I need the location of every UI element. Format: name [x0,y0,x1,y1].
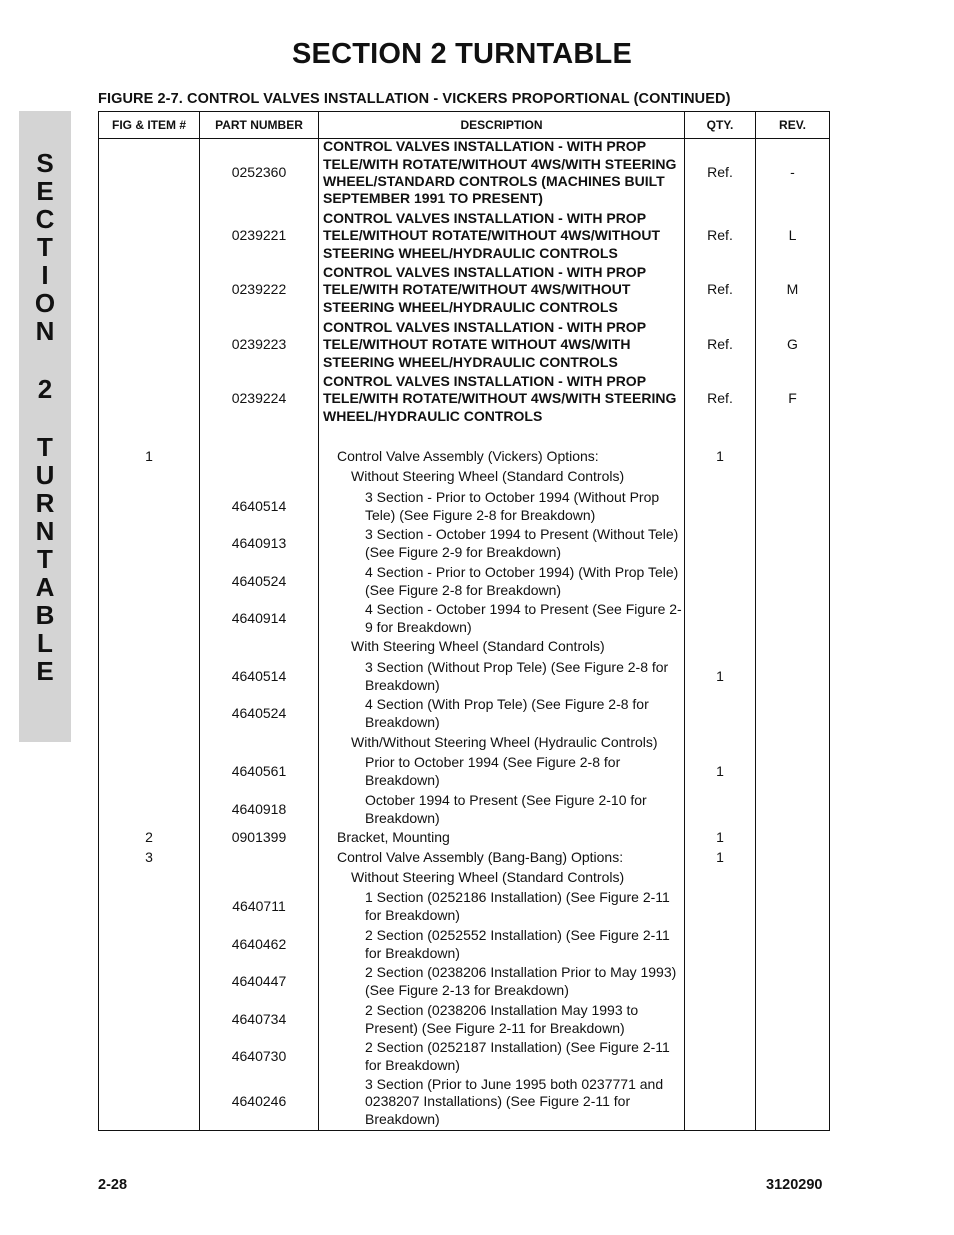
cell-qty [685,869,755,886]
cell-description-text: 3 Section - October 1994 to Present (Without Tele) (See Figure 2-9 for Breakdown) [365,526,679,560]
cell-part-number-text: 4640524 [231,572,287,589]
cell-description-text: 2 Section (0238206 Installation Prior to May 1993) (See Figure 2-13 for Breakdown) [365,964,677,998]
cell-part-number-text: 0901399 [231,828,287,845]
cell-qty [685,1002,755,1037]
cell-part-number-text: 4640447 [231,972,287,989]
cell-fig-item [99,1002,199,1037]
header-fig-item: FIG & ITEM # [111,118,186,132]
cell-qty [685,829,755,846]
cell-qty-text: Ref. [707,281,733,298]
cell-description [323,489,683,524]
cell-rev [756,210,829,262]
cell-rev [756,792,829,827]
cell-description [323,696,683,731]
cell-part-number-text: 4640711 [232,897,286,914]
side-tab-letter: B [35,600,55,630]
cell-qty [685,1039,755,1074]
cell-rev [756,638,829,655]
side-tab-letter: E [36,656,54,686]
table-row [99,659,829,694]
cell-description-text: Control Valve Assembly (Vickers) Options: [337,447,599,464]
cell-description [323,264,683,316]
cell-part-number-text: 4640561 [231,762,287,779]
cell-description [323,1076,683,1128]
cell-part-number-text: 0239221 [231,227,287,244]
table-row [99,526,829,561]
table-row [99,792,829,827]
cell-part-number [200,964,318,999]
cell-description [323,1002,683,1037]
cell-fig-item-text: 3 [145,848,153,865]
cell-qty [685,264,755,316]
table-row [99,373,829,425]
cell-description-text: 2 Section (0252187 Installation) (See Figure 2-11 for Breakdown) [365,1039,670,1073]
cell-description-text: With/Without Steering Wheel (Hydraulic Controls) [351,733,658,750]
cell-part-number [200,564,318,599]
cell-part-number-text: 0239222 [231,281,287,298]
cell-fig-item [99,1039,199,1074]
cell-part-number [200,448,318,465]
side-tab-letter: 2 [37,374,53,404]
cell-qty [685,489,755,524]
cell-rev-text: - [790,164,795,181]
cell-qty [685,696,755,731]
cell-description [323,734,683,751]
cell-description [323,638,683,655]
cell-part-number [200,601,318,636]
side-tab-letter: T [37,544,53,574]
table-row [99,319,829,371]
side-tab-letter: L [37,628,53,658]
cell-description-text: With Steering Wheel (Standard Controls) [351,637,605,654]
cell-description [323,869,683,886]
cell-rev-text: L [788,227,797,244]
cell-qty-text: 1 [716,447,724,464]
cell-rev [756,1076,829,1128]
table-row [99,1076,829,1128]
cell-fig-item [99,489,199,524]
cell-description-text: Without Steering Wheel (Standard Controls) [351,467,625,484]
header-qty: QTY. [706,118,734,132]
cell-rev [756,564,829,599]
cell-description [323,889,683,924]
cell-part-number [200,638,318,655]
cell-rev-text: G [787,336,798,353]
cell-description [323,1039,683,1074]
cell-qty-text: 1 [716,828,724,845]
cell-description-text: 4 Section (With Prop Tele) (See Figure 2-8 for Breakdown) [365,696,649,730]
cell-part-number-text: 4640914 [231,609,287,626]
table-row [99,468,829,485]
side-tab-letter: T [37,432,53,462]
cell-description-text: CONTROL VALVES INSTALLATION - WITH PROP TELE/WITHOUT ROTATE/WITHOUT 4WS/WITHOUT STEERING WHEEL/HYDRAULIC CONTROLS [323,210,660,261]
cell-fig-item [99,601,199,636]
cell-qty [685,638,755,655]
cell-description [323,964,683,999]
cell-part-number-text: 4640462 [231,935,287,952]
document-number: 3120290 [766,1177,823,1193]
cell-qty [685,889,755,924]
cell-fig-item [99,792,199,827]
cell-fig-item [99,696,199,731]
cell-rev [756,264,829,316]
cell-fig-item [99,849,199,866]
cell-part-number-text: 4640730 [231,1047,287,1064]
cell-description [323,210,683,262]
side-tab-letter: T [37,232,53,262]
cell-description [323,138,683,208]
cell-qty [685,373,755,425]
table-row [99,829,829,846]
section-side-tab [19,111,71,742]
cell-qty-text: 1 [716,667,724,684]
cell-fig-item-text: 2 [145,828,153,845]
cell-part-number [200,1076,318,1128]
cell-rev [756,734,829,751]
side-tab-letter: S [36,148,54,178]
cell-rev [756,1039,829,1074]
cell-fig-item [99,927,199,962]
cell-description-text: 3 Section (Without Prop Tele) (See Figure 2-8 for Breakdown) [365,659,669,693]
table-row [99,964,829,999]
table-row [99,638,829,655]
cell-fig-item [99,373,199,425]
cell-rev [756,696,829,731]
table-row [99,754,829,789]
cell-part-number-text: 0239223 [231,336,287,353]
cell-description-text: Control Valve Assembly (Bang-Bang) Options: [337,848,624,865]
table-row [99,889,829,924]
cell-rev [756,319,829,371]
cell-rev [756,1002,829,1037]
cell-fig-item [99,889,199,924]
cell-qty [685,849,755,866]
cell-qty-text: Ref. [707,227,733,244]
cell-part-number [200,138,318,208]
cell-fig-item [99,526,199,561]
cell-part-number-text: 4640524 [231,704,287,721]
cell-rev [756,448,829,465]
table-row [99,448,829,465]
cell-rev [756,829,829,846]
cell-description-text: 4 Section - October 1994 to Present (See Figure 2-9 for Breakdown) [365,601,682,635]
cell-qty-text: Ref. [707,164,733,181]
cell-qty [685,754,755,789]
cell-description-text: 2 Section (0238206 Installation May 1993 to Present) (See Figure 2-11 for Breakdown) [365,1002,639,1036]
cell-rev [756,138,829,208]
cell-description-text: 3 Section - Prior to October 1994 (Without Prop Tele) (See Figure 2-8 for Breakdown) [365,489,660,523]
table-header [99,112,829,139]
cell-rev [756,601,829,636]
cell-part-number [200,1039,318,1074]
cell-description-text: 1 Section (0252186 Installation) (See Figure 2-11 for Breakdown) [365,889,670,923]
cell-fig-item [99,1076,199,1128]
cell-rev [756,373,829,425]
cell-qty-text: 1 [716,762,724,779]
cell-description [323,601,683,636]
cell-part-number [200,526,318,561]
cell-qty-text: 1 [716,848,724,865]
cell-fig-item [99,754,199,789]
cell-part-number-text: 4640918 [231,800,287,817]
cell-fig-item [99,869,199,886]
cell-qty [685,448,755,465]
cell-qty [685,734,755,751]
side-tab-letter: C [35,204,55,234]
cell-qty [685,138,755,208]
table-row [99,696,829,731]
cell-rev [756,659,829,694]
cell-description [323,754,683,789]
cell-rev-text: M [786,281,799,298]
cell-description-text: 3 Section (Prior to June 1995 both 0237771 and 0238207 Installations) (See Figure 2-11 for Breakdown) [365,1076,664,1127]
cell-fig-item [99,264,199,316]
cell-qty [685,964,755,999]
side-tab-letter: N [35,516,55,546]
cell-description [323,448,683,465]
cell-description [323,849,683,866]
table-row [99,264,829,316]
cell-rev [756,526,829,561]
side-tab-letter: N [35,316,55,346]
cell-description [323,468,683,485]
cell-part-number [200,1002,318,1037]
side-tab-letter: O [34,288,56,318]
cell-description-text: 4 Section - Prior to October 1994) (With Prop Tele) (See Figure 2-8 for Breakdown) [365,564,679,598]
cell-fig-item [99,659,199,694]
side-tab-letter: R [35,488,55,518]
cell-description-text: CONTROL VALVES INSTALLATION - WITH PROP TELE/WITH ROTATE/WITHOUT 4WS/WITHOUT STEERING WHEEL/HYDRAULIC CONTROLS [323,264,646,315]
cell-fig-item [99,564,199,599]
cell-description [323,927,683,962]
header-part-number: PART NUMBER [215,118,303,132]
cell-fig-item [99,734,199,751]
page-title: SECTION 2 TURNTABLE [292,38,632,70]
cell-fig-item [99,210,199,262]
cell-qty [685,564,755,599]
cell-rev [756,869,829,886]
cell-fig-item [99,319,199,371]
cell-part-number [200,889,318,924]
side-tab-letter: U [35,460,55,490]
cell-qty [685,1076,755,1128]
cell-part-number [200,869,318,886]
cell-part-number-text: 4640514 [231,497,287,514]
cell-part-number [200,696,318,731]
cell-part-number [200,489,318,524]
cell-fig-item [99,964,199,999]
cell-part-number-text: 0239224 [231,390,287,407]
cell-rev [756,849,829,866]
table-row [99,734,829,751]
cell-rev [756,468,829,485]
side-tab-letter: I [41,260,49,290]
cell-rev [756,927,829,962]
cell-qty [685,210,755,262]
table-row [99,601,829,636]
cell-part-number-text: 4640913 [231,534,287,551]
cell-rev [756,964,829,999]
figure-title: FIGURE 2-7. CONTROL VALVES INSTALLATION - VICKERS PROPORTIONAL (CONTINUED) [98,91,731,107]
cell-description [323,373,683,425]
cell-description-text: 2 Section (0252552 Installation) (See Figure 2-11 for Breakdown) [365,927,670,961]
cell-part-number [200,829,318,846]
header-rev: REV. [779,118,806,132]
cell-part-number [200,373,318,425]
cell-fig-item [99,448,199,465]
cell-description [323,564,683,599]
cell-description [323,319,683,371]
side-tab-letter: A [35,572,55,602]
cell-part-number [200,734,318,751]
cell-fig-item-text: 1 [145,447,153,464]
table-row [99,849,829,866]
parts-table [98,111,830,1131]
table-row [99,869,829,886]
cell-qty [685,792,755,827]
cell-part-number [200,927,318,962]
cell-part-number [200,468,318,485]
cell-rev-text: F [788,390,797,407]
cell-fig-item [99,138,199,208]
cell-qty-text: Ref. [707,336,733,353]
table-row [99,1039,829,1074]
cell-description-text: Prior to October 1994 (See Figure 2-8 for Breakdown) [365,754,621,788]
cell-part-number-text: 4640246 [231,1093,287,1110]
cell-part-number [200,319,318,371]
cell-qty [685,927,755,962]
side-tab-letter: E [36,176,54,206]
table-row [99,489,829,524]
cell-description-text: Without Steering Wheel (Standard Controls) [351,868,625,885]
cell-qty [685,601,755,636]
cell-part-number [200,849,318,866]
cell-qty [685,319,755,371]
cell-rev [756,489,829,524]
cell-description-text: CONTROL VALVES INSTALLATION - WITH PROP TELE/WITHOUT ROTATE WITHOUT 4WS/WITH STEERING WHEEL/HYDRAULIC CONTROLS [323,319,646,370]
page-number: 2-28 [98,1177,128,1193]
table-row [99,927,829,962]
cell-part-number [200,754,318,789]
table-row [99,138,829,208]
cell-part-number [200,792,318,827]
cell-qty [685,468,755,485]
cell-part-number [200,210,318,262]
cell-fig-item [99,829,199,846]
cell-part-number-text: 0252360 [231,164,287,181]
cell-description [323,526,683,561]
table-row [99,1002,829,1037]
cell-description-text: October 1994 to Present (See Figure 2-10 for Breakdown) [365,792,647,826]
cell-qty [685,659,755,694]
cell-description [323,829,683,846]
table-row [99,564,829,599]
cell-description-text: Bracket, Mounting [337,828,450,845]
cell-description [323,792,683,827]
cell-rev [756,754,829,789]
cell-qty-text: Ref. [707,390,733,407]
cell-part-number-text: 4640734 [231,1010,287,1027]
cell-rev [756,889,829,924]
cell-description [323,659,683,694]
cell-part-number [200,264,318,316]
cell-description-text: CONTROL VALVES INSTALLATION - WITH PROP TELE/WITH ROTATE/WITHOUT 4WS/WITH STEERING WHEEL/HYDRAULIC CONTROLS [323,373,677,424]
table-row [99,210,829,262]
cell-part-number-text: 4640514 [231,667,287,684]
cell-qty [685,526,755,561]
cell-part-number [200,659,318,694]
cell-fig-item [99,468,199,485]
header-description: DESCRIPTION [460,118,543,132]
cell-description-text: CONTROL VALVES INSTALLATION - WITH PROP TELE/WITH ROTATE/WITHOUT 4WS/WITH STEERING WHEEL/STANDARD CONTROLS (MACHINES BUILT SEPTEMBER 1991 TO PRESENT) [323,138,677,207]
cell-fig-item [99,638,199,655]
